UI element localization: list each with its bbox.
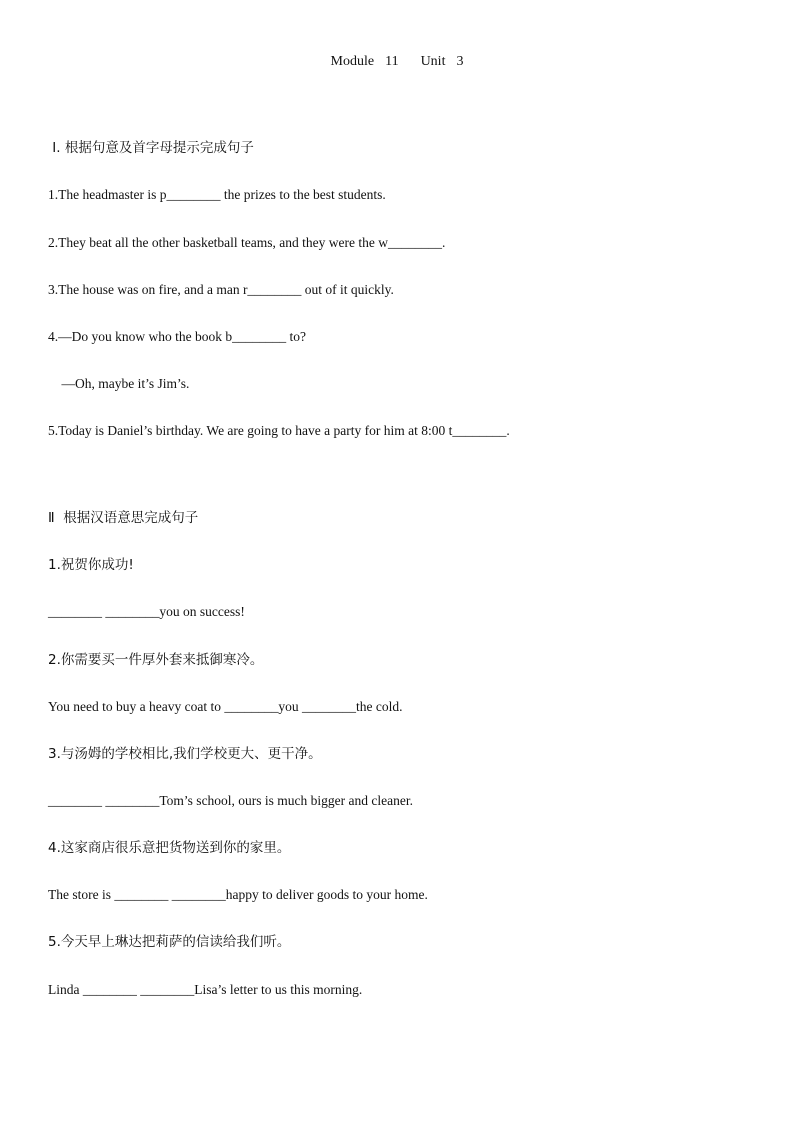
section-2-item-1-chinese: 1.祝贺你成功! <box>48 557 134 573</box>
section-2-item-1-english: ________ ________you on success! <box>48 604 245 619</box>
section-2-item-5-english: Linda ________ ________Lisa’s letter to us this morning. <box>48 982 363 997</box>
section-1-item-5: 5.Today is Daniel’s birthday. We are going to have a party for him at 8:00 t________. <box>48 423 510 438</box>
section-1-item-1: 1.The headmaster is p________ the prizes to the best students. <box>48 187 386 202</box>
section-1-item-3: 3.The house was on fire, and a man r________ out of it quickly. <box>48 282 394 297</box>
page-title: Module 11 Unit 3 <box>330 54 464 69</box>
section-2-item-4-chinese: 4.这家商店很乐意把货物送到你的家里。 <box>48 840 291 856</box>
section-2-item-2-chinese: 2.你需要买一件厚外套来抵御寒冷。 <box>48 652 264 668</box>
section-2-item-4-english: The store is ________ ________happy to deliver goods to your home. <box>48 887 428 902</box>
section-1-item-4: 4.—Do you know who the book b________ to? <box>48 329 306 344</box>
section-2-item-2-english: You need to buy a heavy coat to ________you ________the cold. <box>48 699 403 714</box>
section-1-item-2: 2.They beat all the other basketball teams, and they were the w________. <box>48 235 446 250</box>
section-2-heading: Ⅱ 根据汉语意思完成句子 <box>48 510 199 526</box>
section-1-heading: Ⅰ. 根据句意及首字母提示完成句子 <box>48 140 254 156</box>
section-1-item-4-answer: —Oh, maybe it’s Jim’s. <box>48 376 190 391</box>
section-2-item-3-english: ________ ________Tom’s school, ours is much bigger and cleaner. <box>48 793 414 808</box>
section-2-item-5-chinese: 5.今天早上琳达把莉萨的信读给我们听。 <box>48 934 291 950</box>
section-2-item-3-chinese: 3.与汤姆的学校相比,我们学校更大、更干净。 <box>48 746 322 762</box>
